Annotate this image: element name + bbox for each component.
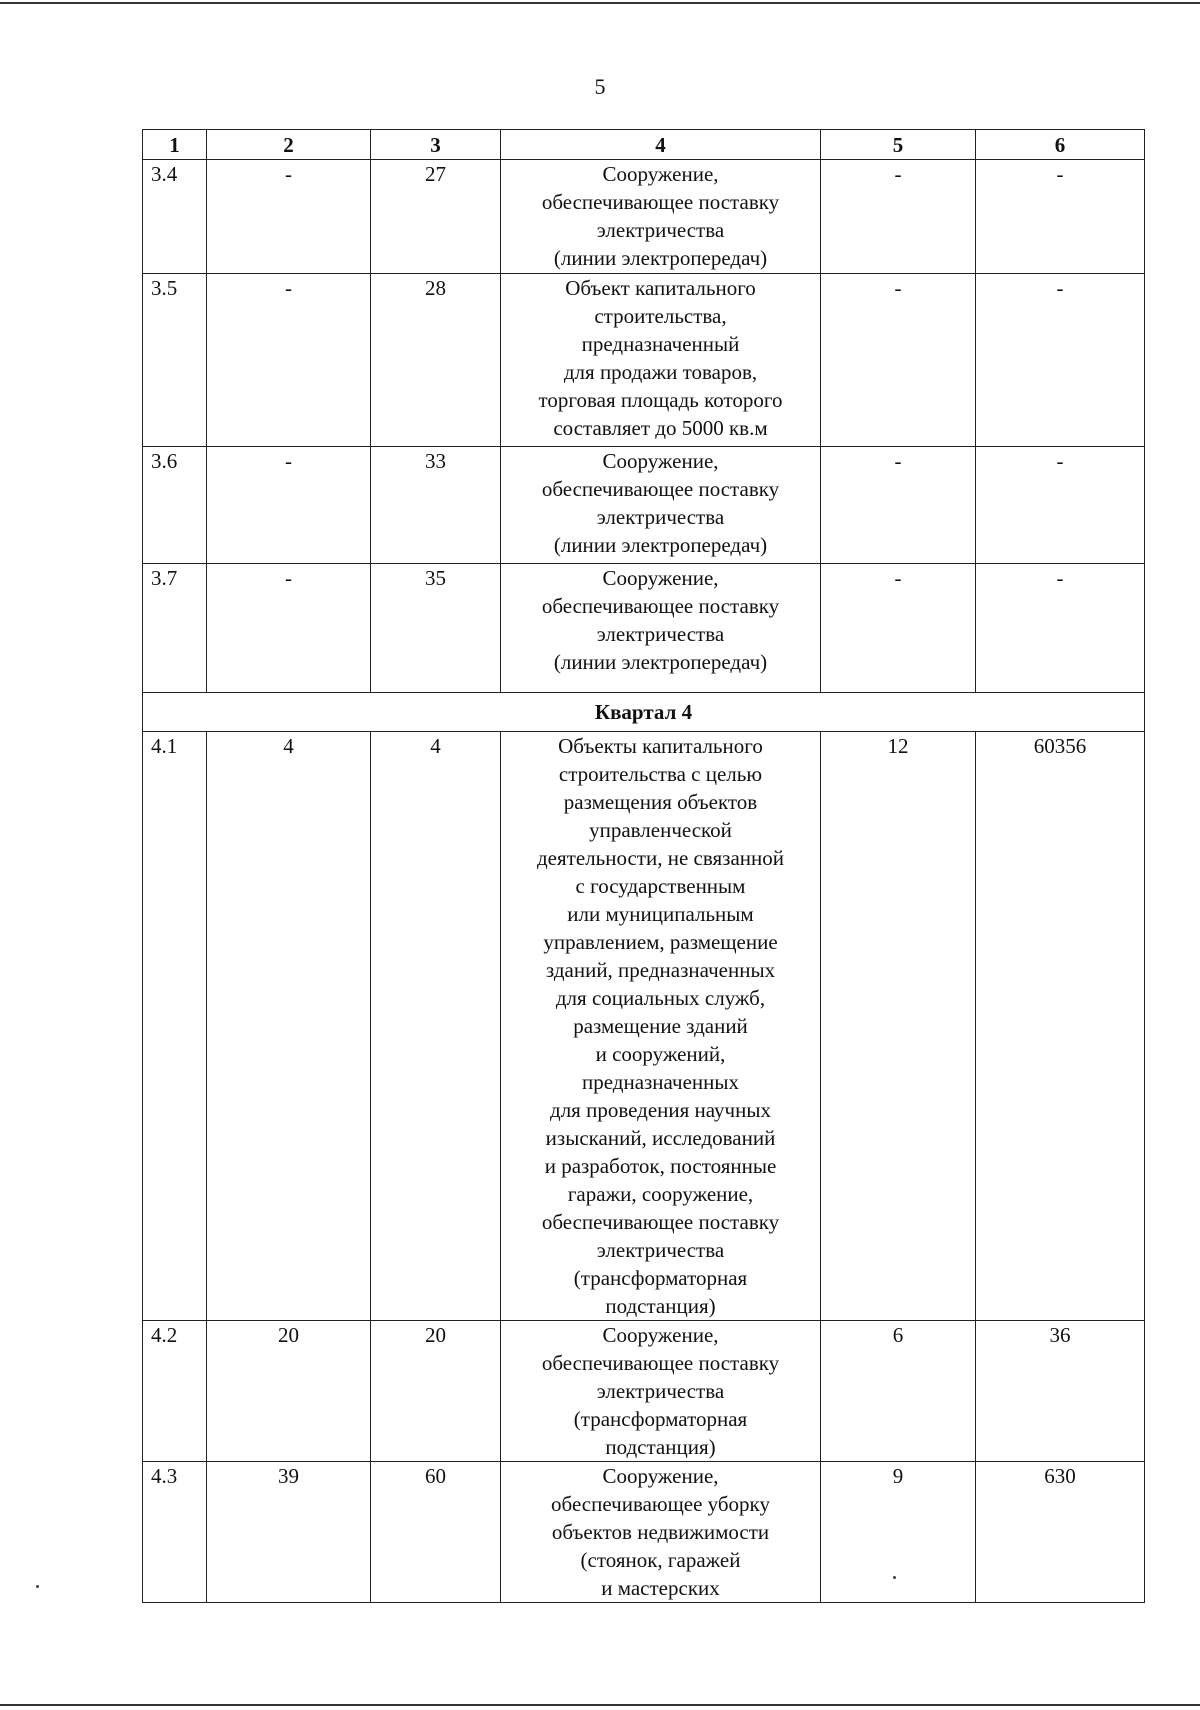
table-row <box>143 564 1145 693</box>
scan-speck <box>893 1576 896 1579</box>
col2-cell: - <box>207 564 371 693</box>
table-row <box>143 160 1145 274</box>
col5-cell: - <box>821 274 976 447</box>
description-cell: Сооружение, обеспечивающее поставку электричества (линии электропередач) <box>501 564 821 693</box>
col6-cell: - <box>976 447 1145 564</box>
col5-cell: 12 <box>821 732 976 1321</box>
description-cell: Сооружение, обеспечивающее уборку объектов недвижимости (стоянок, гаражей и мастерских <box>501 1462 821 1603</box>
row-number-cell: 3.7 <box>143 564 207 693</box>
table-row <box>143 1462 1145 1603</box>
description-cell: Объекты капитального строительства с целью размещения объектов управленческой деятельности, не связанной с государственным или муниципальным управлением, размещение зданий, предназначенных для социальных служб, размещение зданий и сооружений, предназначенных для проведения научных изысканий, исследований и разработок, постоянные гаражи, сооружение, обеспечивающее поставку электричества (трансформаторная подстанция) <box>501 732 821 1321</box>
col3-cell: 28 <box>371 274 501 447</box>
col2-cell: 4 <box>207 732 371 1321</box>
table-row <box>143 732 1145 1321</box>
col6-cell: - <box>976 274 1145 447</box>
section-title: Квартал 4 <box>143 693 1145 732</box>
section-row <box>143 693 1145 732</box>
col5-cell: 6 <box>821 1321 976 1462</box>
col3-cell: 4 <box>371 732 501 1321</box>
scan-top-edge <box>0 2 1200 4</box>
col6-cell: 60356 <box>976 732 1145 1321</box>
description-cell: Сооружение, обеспечивающее поставку электричества (трансформаторная подстанция) <box>501 1321 821 1462</box>
row-number-cell: 3.5 <box>143 274 207 447</box>
col3-cell: 60 <box>371 1462 501 1603</box>
col5-cell: - <box>821 160 976 274</box>
col6-cell: - <box>976 160 1145 274</box>
row-number-cell: 3.6 <box>143 447 207 564</box>
col5-cell: - <box>821 447 976 564</box>
table-row <box>143 447 1145 564</box>
table-row <box>143 1321 1145 1462</box>
col5-cell: 9 <box>821 1462 976 1603</box>
scan-bottom-edge <box>0 1704 1200 1706</box>
row-number-cell: 3.4 <box>143 160 207 274</box>
description-cell: Сооружение, обеспечивающее поставку электричества (линии электропередач) <box>501 447 821 564</box>
col6-cell: 630 <box>976 1462 1145 1603</box>
column-header: 3 <box>371 130 501 160</box>
column-header: 1 <box>143 130 207 160</box>
col2-cell: - <box>207 447 371 564</box>
column-header: 2 <box>207 130 371 160</box>
col3-cell: 33 <box>371 447 501 564</box>
row-number-cell: 4.1 <box>143 732 207 1321</box>
col6-cell: 36 <box>976 1321 1145 1462</box>
col3-cell: 27 <box>371 160 501 274</box>
column-header: 5 <box>821 130 976 160</box>
col6-cell: - <box>976 564 1145 693</box>
row-number-cell: 4.2 <box>143 1321 207 1462</box>
column-header: 4 <box>501 130 821 160</box>
col5-cell: - <box>821 564 976 693</box>
col2-cell: - <box>207 160 371 274</box>
description-cell: Сооружение, обеспечивающее поставку электричества (линии электропередач) <box>501 160 821 274</box>
description-cell: Объект капитального строительства, предназначенный для продажи товаров, торговая площадь которого составляет до 5000 кв.м <box>501 274 821 447</box>
column-header: 6 <box>976 130 1145 160</box>
col2-cell: 39 <box>207 1462 371 1603</box>
page-number: 5 <box>594 74 606 99</box>
table-row <box>143 274 1145 447</box>
land-use-table <box>142 129 1145 1603</box>
table-header-row <box>143 130 1145 160</box>
col2-cell: 20 <box>207 1321 371 1462</box>
col3-cell: 35 <box>371 564 501 693</box>
row-number-cell: 4.3 <box>143 1462 207 1603</box>
scan-speck <box>36 1585 39 1588</box>
col2-cell: - <box>207 274 371 447</box>
col3-cell: 20 <box>371 1321 501 1462</box>
